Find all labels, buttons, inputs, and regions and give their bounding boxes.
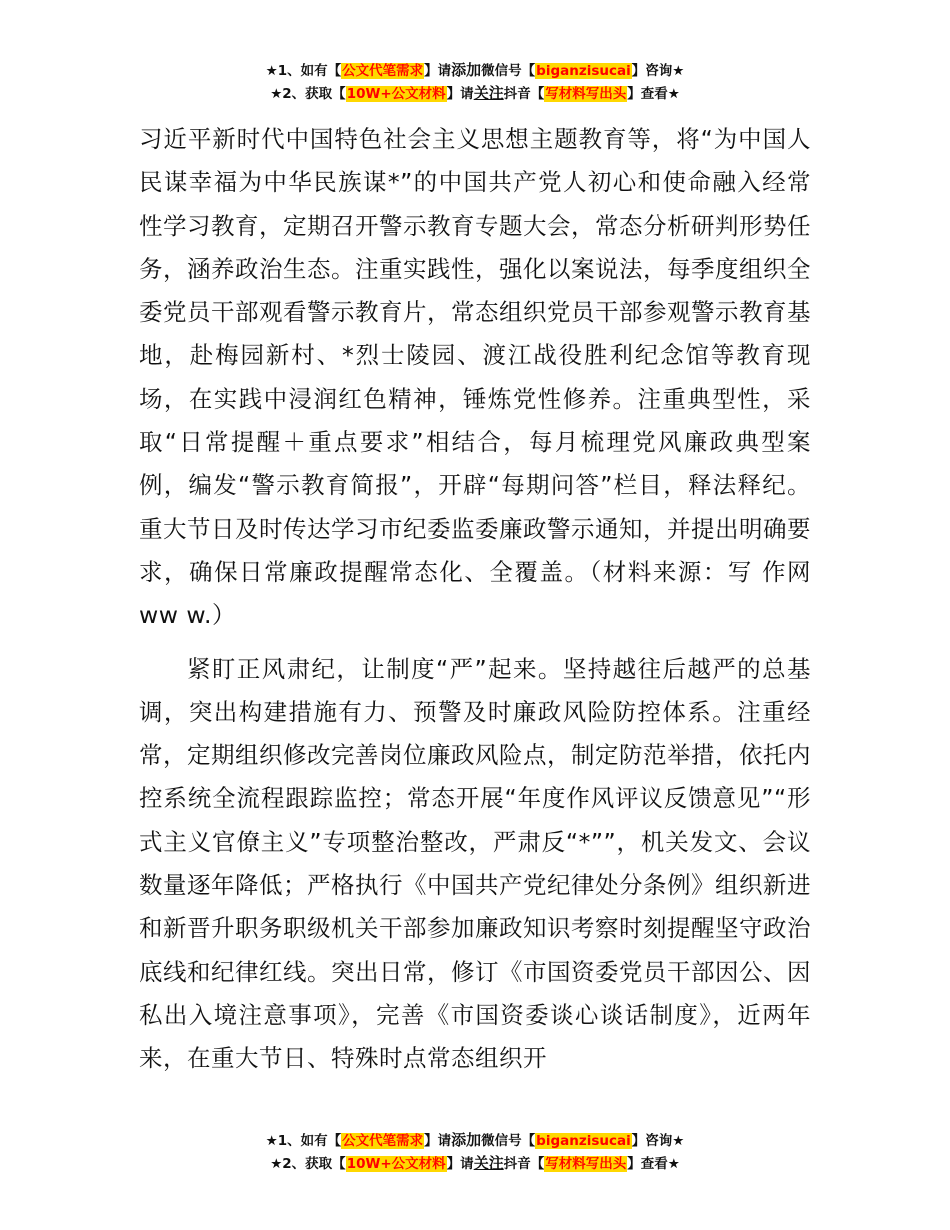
banner-text: 】查看★ (627, 86, 680, 102)
banner-line-2 (0, 1152, 950, 1175)
banner-text: 抖音【 (503, 86, 545, 102)
body-paragraph: 习近平新时代中国特色社会主义思想主题教育等，将“为中国人民谋幸福为中华民族谋*”的中国共产党人初心和使命融入经常性学习教育，定期召开警示教育专题大会，常态分析研判形势任务，涵养政治生态。注重实践性，强化以案说法，每季度组织全委党员干部观看警示教育片，常态组织党员干部参观警示教育基地，赴梅园新村、*烈士陵园、渡江战役胜利纪念馆等教育现场，在实践中浸润红色精神，锤炼党性修养。注重典型性，采取“日常提醒＋重点要求”相结合，每月梳理党风廉政典型案例，编发“警示教育简报”，开辟“每期问答”栏目，释法释纪。重大节日及时传达学习市纪委监委廉政警示通知，并提出明确要求，确保日常廉政提醒常态化、全覆盖。（材料来源：写 作网 ww w.） (139, 125, 811, 630)
banner-text: 】请 (424, 1133, 452, 1149)
banner-emphasis: 关注 (473, 1154, 504, 1172)
banner-highlight: 公文代笔需求 (342, 63, 424, 79)
banner-text: 微信号【 (481, 1133, 536, 1149)
footer-banner (0, 1129, 950, 1175)
banner-highlight: 10W+公文材料 (346, 1156, 446, 1172)
banner-line-1 (0, 1129, 950, 1152)
banner-highlight: biganzisucai (536, 63, 631, 79)
banner-line-1 (0, 59, 950, 82)
banner-text: 微信号【 (481, 63, 536, 79)
banner-text: ★2、获取【 (270, 86, 346, 102)
banner-highlight: biganzisucai (536, 1133, 631, 1149)
banner-text: ★1、如有【 (265, 1133, 342, 1149)
banner-emphasis: 关注 (473, 84, 504, 102)
banner-highlight: 公文代笔需求 (342, 1133, 424, 1149)
banner-text: 抖音【 (503, 1156, 545, 1172)
banner-highlight: 写材料写出头 (545, 1156, 627, 1172)
banner-text: 】请 (446, 86, 474, 102)
banner-text: ★1、如有【 (265, 63, 342, 79)
banner-text: 】查看★ (627, 1156, 680, 1172)
banner-line-2 (0, 82, 950, 105)
banner-highlight: 10W+公文材料 (346, 86, 446, 102)
banner-text: ★2、获取【 (270, 1156, 346, 1172)
banner-text: 】咨询★ (631, 1133, 685, 1149)
header-banner (0, 59, 950, 105)
banner-text: 】咨询★ (631, 63, 685, 79)
banner-emphasis: 添加 (451, 1131, 482, 1149)
body-paragraph: 紧盯正风肃纪，让制度“严”起来。坚持越往后越严的总基调，突出构建措施有力、预警及时廉政风险防控体系。注重经常，定期组织修改完善岗位廉政风险点，制定防范举措，依托内控系统全流程跟踪监控；常态开展“年度作风评议反馈意见”“形式主义官僚主义”专项整治整改，严肃反“*””，机关发文、会议数量逐年降低；严格执行《中国共产党纪律处分条例》组织新进和新晋升职务职级机关干部参加廉政知识考察时刻提醒坚守政治底线和纪律红线。突出日常，修订《市国资委党员干部因公、因私出入境注意事项》，完善《市国资委谈心谈话制度》，近两年来，在重大节日、特殊时点常态组织开 (139, 654, 811, 1073)
banner-text: 】请 (446, 1156, 474, 1172)
banner-text: 】请 (424, 63, 452, 79)
banner-highlight: 写材料写出头 (545, 86, 627, 102)
banner-emphasis: 添加 (451, 61, 482, 79)
document-body (139, 118, 811, 1081)
